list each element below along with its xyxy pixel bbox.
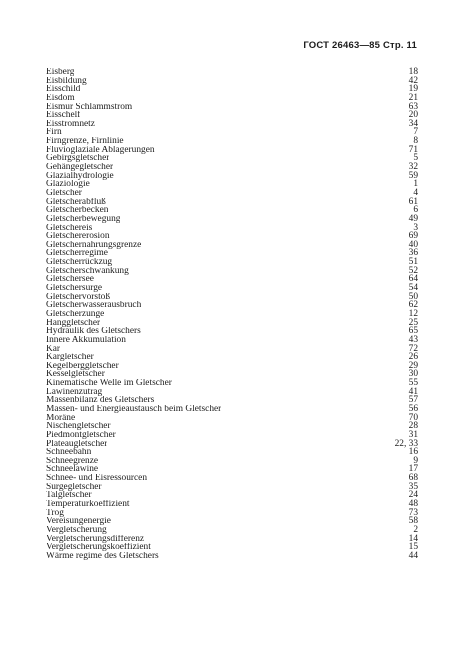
index-page-number: 69: [408, 231, 418, 242]
index-page-number: 17: [408, 464, 418, 475]
index-page-number: 65: [408, 326, 418, 337]
index-entry: [46, 526, 418, 535]
index-entry: [46, 483, 418, 492]
index-term: Innere Akkumulation: [46, 335, 126, 345]
index-term: Kargletscher: [46, 353, 94, 362]
index-term: Eisdom: [46, 93, 75, 103]
index-term: Schneelawine: [46, 465, 99, 475]
index-entry: [46, 94, 418, 103]
index-page-number: 25: [408, 317, 418, 328]
index-term: Nischengletscher: [46, 422, 111, 431]
index-page-number: 71: [408, 144, 418, 155]
index-entry: [46, 379, 418, 388]
index-entry: [46, 552, 418, 561]
index-term: Schneebahn: [46, 448, 92, 457]
index-term: Hanggletscher: [46, 318, 101, 328]
index-entry: [46, 206, 418, 215]
index-entry: [46, 111, 418, 120]
index-term: Kinematische Welle im Gletscher: [46, 379, 172, 388]
index-term: Gletschervorstoß: [46, 292, 111, 302]
index-term: Lawinenzutrag: [46, 387, 103, 397]
index-term: Massenbilanz des Gletschers: [46, 396, 155, 405]
index-entry: [46, 267, 418, 276]
index-page-number: 15: [408, 542, 418, 553]
index-page-number: 51: [408, 257, 418, 268]
index-entry: [46, 172, 418, 181]
index-entry: [46, 215, 418, 224]
index-term: Eisberg: [46, 68, 75, 77]
index-term: Temperaturkoeffizient: [46, 500, 130, 509]
index-page-number: 43: [408, 334, 418, 345]
index-entry: [46, 163, 418, 172]
index-term: Gletscherschwankung: [46, 266, 129, 276]
index-page-number: 41: [408, 386, 418, 397]
index-entry: [46, 146, 418, 155]
index-entry: [46, 422, 418, 431]
index-term: Kesselgletscher: [46, 370, 105, 380]
index-entry: [46, 77, 418, 86]
index-entry: [46, 137, 418, 146]
index-entry: [46, 405, 418, 414]
index-page-number: 56: [408, 403, 418, 414]
index-term: Gletscherregime: [46, 249, 108, 259]
index-term: Fluvioglaziale Ablagerungen: [46, 145, 155, 155]
index-page-number: 73: [408, 507, 418, 518]
index-page-number: 6: [413, 205, 418, 216]
index-page-number: 9: [413, 455, 418, 466]
index-entry: [46, 258, 418, 267]
index-entry: [46, 319, 418, 328]
index-term: Kegelberggletscher: [46, 361, 119, 371]
index-page-number: 8: [413, 136, 418, 147]
index-entry: [46, 465, 418, 474]
index-page-number: 40: [408, 239, 418, 250]
index-page-number: 18: [408, 67, 418, 77]
index-term: Hydraulik des Gletschers: [46, 327, 141, 336]
index-entry: [46, 249, 418, 258]
index-entry: [46, 396, 418, 405]
index-entry: [46, 293, 418, 302]
index-page-number: 42: [408, 75, 418, 86]
index-term: Gletscherrückzug: [46, 258, 113, 267]
index-entry: [46, 448, 418, 457]
index-page-number: 55: [408, 378, 418, 389]
index-entry: [46, 431, 418, 440]
index-entry: [46, 189, 418, 198]
index-page-number: 30: [408, 369, 418, 380]
index-page-number: 1: [413, 179, 418, 190]
index-page-number: 21: [408, 92, 418, 103]
index-page-number: 64: [408, 274, 418, 285]
index-entry: [46, 327, 418, 336]
index-term: Gletschernahrungsgrenze: [46, 240, 142, 250]
page-header: ГОСТ 26463—85 Стр. 11: [303, 40, 417, 51]
index-term: Gletscherbecken: [46, 206, 109, 215]
index-term: Gebirgsgletscher: [46, 154, 110, 164]
index-entry: [46, 414, 418, 423]
index-term: Eismur Schlammstrom: [46, 102, 133, 112]
index-term: Gletschereis: [46, 223, 93, 233]
index-page-number: 24: [408, 490, 418, 501]
index-page-number: 48: [408, 499, 418, 510]
index-entry: [46, 388, 418, 397]
index-page-number: 32: [408, 162, 418, 173]
index-page-number: 26: [408, 352, 418, 363]
index-page-number: 61: [408, 196, 418, 207]
index-term: Talgletscher: [46, 491, 92, 501]
index-term: Glaziologie: [46, 180, 90, 189]
index-entry: [46, 180, 418, 189]
index-term: Gletscherbewegung: [46, 214, 121, 224]
index-term: Vergletscherungsdifferenz: [46, 534, 145, 544]
index-entry: [46, 345, 418, 354]
index-term: Trog: [46, 508, 64, 518]
index-term: Eisschelf: [46, 111, 81, 120]
index-page-number: 34: [408, 118, 418, 129]
index-entry: [46, 154, 418, 163]
index-page-number: 35: [408, 481, 418, 492]
index-page-number: 57: [408, 395, 418, 406]
index-term: Vereisungenergie: [46, 517, 111, 526]
index-entry: [46, 301, 418, 310]
index-entry: [46, 103, 418, 112]
index-entry: [46, 68, 418, 77]
index-entry: [46, 509, 418, 518]
index-list: [46, 68, 418, 561]
index-page-number: 29: [408, 360, 418, 371]
index-entry: [46, 198, 418, 207]
index-term: Surgegletscher: [46, 482, 102, 492]
index-page-number: 63: [408, 101, 418, 112]
index-entry: [46, 275, 418, 284]
index-page-number: 22, 33: [394, 438, 418, 449]
index-entry: [46, 543, 418, 552]
index-term: Plateaugletscher: [46, 439, 108, 449]
index-page-number: 19: [408, 84, 418, 95]
index-entry: [46, 370, 418, 379]
index-page-number: 5: [413, 153, 418, 164]
index-entry: [46, 440, 418, 449]
index-page-number: 59: [408, 170, 418, 181]
index-page-number: 54: [408, 283, 418, 294]
index-page-number: 12: [408, 308, 418, 319]
index-page-number: 36: [408, 248, 418, 259]
index-page-number: 72: [408, 343, 418, 354]
index-entry: [46, 232, 418, 241]
index-entry: [46, 517, 418, 526]
index-page-number: 3: [413, 222, 418, 233]
index-entry: [46, 284, 418, 293]
index-page-number: 50: [408, 291, 418, 302]
index-page-number: 70: [408, 412, 418, 423]
index-term: Gletscherwasserausbruch: [46, 301, 142, 310]
index-term: Piedmontgletscher: [46, 430, 116, 440]
index-term: Schneegrenze: [46, 456, 99, 466]
index-page-number: 20: [408, 110, 418, 121]
index-term: Gletscherabfluß: [46, 197, 106, 207]
index-term: Massen- und Energieaustausch beim Gletscher: [46, 404, 222, 414]
index-page-number: 16: [408, 447, 418, 458]
index-term: Gletscher: [46, 188, 82, 198]
index-entry: [46, 491, 418, 500]
index-term: Kar: [46, 344, 61, 354]
index-entry: [46, 224, 418, 233]
index-page-number: 62: [408, 300, 418, 311]
index-page-number: 58: [408, 516, 418, 527]
index-term: Eisschild: [46, 85, 81, 94]
index-page-number: 44: [408, 550, 418, 561]
index-page-number: 31: [408, 429, 418, 440]
index-term: Gletschersee: [46, 275, 94, 285]
index-term: Moräne: [46, 413, 76, 423]
index-page-number: 4: [413, 187, 418, 198]
index-page-number: 28: [408, 421, 418, 432]
index-entry: [46, 310, 418, 319]
index-term: Wärme regime des Gletschers: [46, 551, 159, 561]
index-entry: [46, 120, 418, 129]
index-page-number: 49: [408, 213, 418, 224]
index-entry: [46, 353, 418, 362]
index-term: Eisstromnetz: [46, 119, 95, 129]
index-term: Vergletscherungskoeffizient: [46, 543, 151, 552]
index-entry: [46, 85, 418, 94]
index-term: Glazialhydrologie: [46, 171, 114, 181]
index-term: Gletscherzunge: [46, 309, 105, 319]
index-term: Vergletscherung: [46, 525, 107, 535]
index-term: Firngrenze, Firnlinie: [46, 137, 124, 146]
index-entry: [46, 474, 418, 483]
index-entry: [46, 241, 418, 250]
index-page-number: 2: [413, 524, 418, 535]
index-term: Eisbildung: [46, 76, 87, 86]
index-term: Firn: [46, 128, 62, 138]
index-entry: [46, 500, 418, 509]
index-page-number: 7: [413, 127, 418, 138]
index-entry: [46, 457, 418, 466]
index-page-number: 14: [408, 533, 418, 544]
index-entry: [46, 535, 418, 544]
index-entry: [46, 128, 418, 137]
index-page-number: 68: [408, 473, 418, 484]
index-term: Gletschererosion: [46, 232, 110, 241]
index-page-number: 52: [408, 265, 418, 276]
index-term: Schnee- und Eisressourcen: [46, 474, 148, 483]
index-entry: [46, 362, 418, 371]
index-entry: [46, 336, 418, 345]
index-term: Gehängegletscher: [46, 163, 114, 172]
index-term: Gletschersurge: [46, 284, 103, 293]
